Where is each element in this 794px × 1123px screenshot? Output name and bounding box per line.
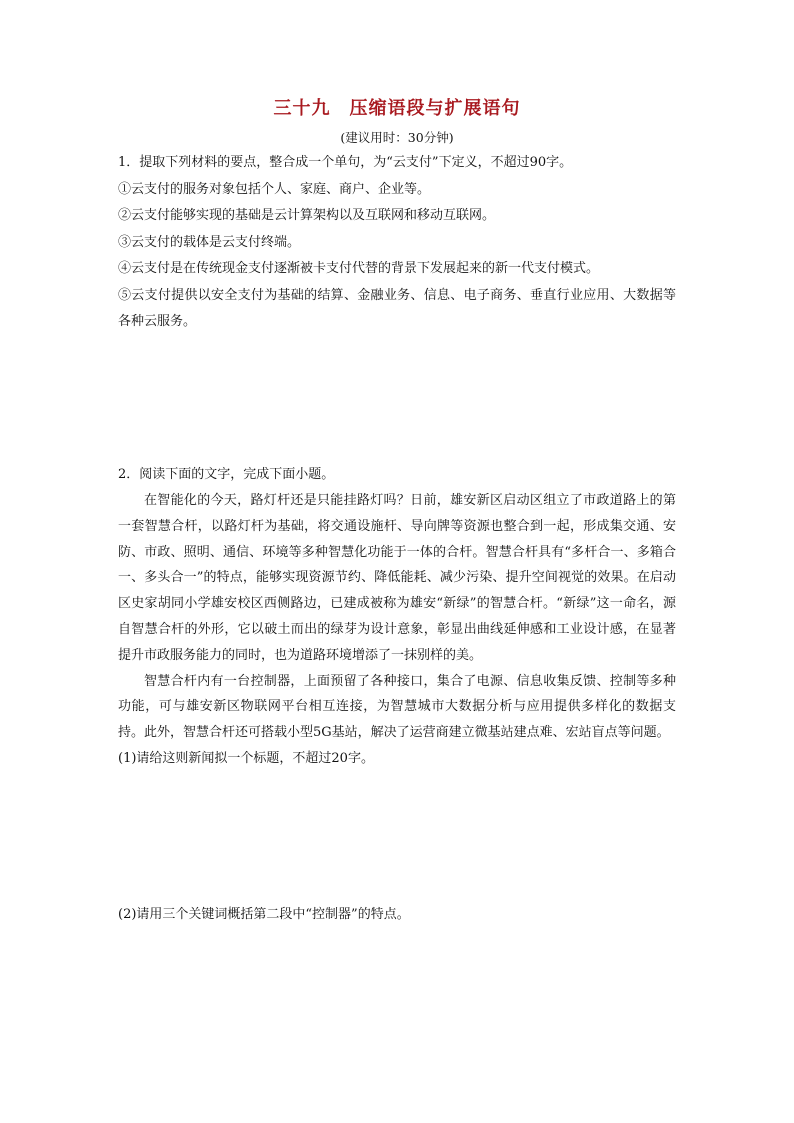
- sub-question-2: (2)请用三个关键词概括第二段中“控制器”的特点。: [118, 907, 410, 923]
- reading-paragraph-1: 在智能化的今天，路灯杆还是只能挂路灯吗？日前，雄安新区启动区组立了市政道路上的第一套智慧合杆，以路灯杆为基础，将交通设施杆、导向牌等资源也整合到一起，形成集交通、安防、市政、照明、通信、环境等多种智慧化功能于一体的合杆。智慧合杆具有“多杆合一、多箱合一、多头合一”的特点，能够实现资源节约、降低能耗、减少污染、提升空间视觉的效果。在启动区史家胡同小学雄安校区西侧路边，已建成被称为雄安“新绿”的智慧合杆。“新绿”这一命名，源自智慧合杆的外形，它以破土而出的绿芽为设计意象，彰显出曲线延伸感和工业设计感，在显著提升市政服务能力的同时，也为道路环境增添了一抹别样的美。: [118, 493, 676, 663]
- material-item: ①云支付的服务对象包括个人、家庭、商户、企业等。: [118, 181, 431, 197]
- question-1: [118, 150, 676, 462]
- time-hint: (建议用时：30分钟): [340, 130, 454, 145]
- answer-space-q1[interactable]: [118, 336, 676, 462]
- material-item: ③云支付的载体是云支付终端。: [118, 234, 301, 250]
- reading-paragraph-2: 智慧合杆内有一台控制器，上面预留了各种接口，集合了电源、信息收集反馈、控制等多种功能，可与雄安新区物联网平台相互连接，为智慧城市大数据分析与应用提供多样化的数据支持。此外，智慧合杆还可搭载小型5G基站，解决了运营商建立微基站建点难、宏站盲点等问题。: [118, 673, 676, 741]
- material-item: ④云支付是在传统现金支付逐渐被卡支付代替的背景下发展起来的新一代支付模式。: [118, 261, 600, 276]
- answer-space-sub-question-1[interactable]: [118, 772, 676, 902]
- worksheet-page: [118, 92, 676, 929]
- sub-question-1: (1)请给这则新闻拟一个标题，不超过20字。: [118, 750, 374, 766]
- page-title: 三十九 压缩语段与扩展语句: [273, 98, 521, 119]
- question-2-prompt: 2．阅读下面的文字，完成下面小题。: [118, 466, 335, 482]
- question-1-prompt: 1．提取下列材料的要点，整合成一个单句，为“云支付”下定义，不超过90字。: [118, 155, 573, 170]
- material-item: ②云支付能够实现的基础是云计算架构以及互联网和移动互联网。: [118, 208, 496, 223]
- question-2: [118, 462, 676, 929]
- material-item: ⑤云支付提供以安全支付为基础的结算、金融业务、信息、电子商务、垂直行业应用、大数据等各种云服务。: [118, 287, 676, 329]
